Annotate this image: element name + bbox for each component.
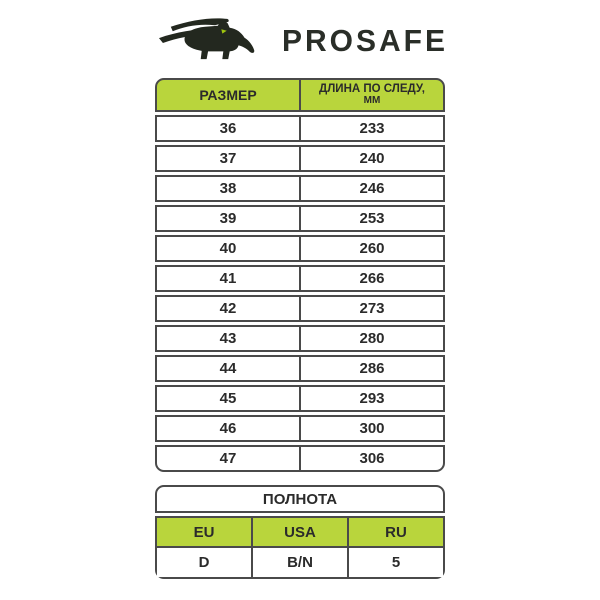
rhino-logo-icon (155, 15, 270, 69)
eu-column-header: EU (157, 518, 253, 546)
size-cell: 43 (157, 327, 301, 350)
brand-header (155, 14, 449, 70)
usa-column-header: USA (253, 518, 349, 546)
size-column-header: РАЗМЕР (157, 80, 301, 110)
size-cell: 39 (157, 207, 301, 230)
length-cell: 253 (359, 210, 385, 227)
table-row (155, 325, 445, 352)
width-table-header-row (157, 518, 443, 548)
table-row (155, 355, 445, 382)
ru-column-header: RU (385, 523, 407, 541)
length-column-header (301, 80, 443, 110)
size-cell: 40 (157, 237, 301, 260)
size-cell: 44 (157, 357, 301, 380)
table-row (155, 175, 445, 202)
width-table (155, 485, 445, 579)
size-cell: 47 (157, 447, 301, 470)
table-row (155, 415, 445, 442)
length-cell: 240 (359, 150, 385, 167)
width-table-body (155, 516, 445, 579)
length-cell: 306 (359, 450, 385, 467)
length-cell: 260 (359, 240, 385, 257)
length-cell: 246 (359, 180, 385, 197)
table-row (155, 205, 445, 232)
length-cell: 300 (359, 420, 385, 437)
length-cell: 293 (359, 390, 385, 407)
length-cell: 280 (359, 330, 385, 347)
size-table (155, 78, 445, 472)
table-row (155, 115, 445, 142)
length-cell: 286 (359, 360, 385, 377)
table-row (155, 445, 445, 472)
size-cell: 37 (157, 147, 301, 170)
table-row (155, 385, 445, 412)
table-row (155, 265, 445, 292)
length-cell: 233 (359, 120, 385, 137)
length-header-line2: ММ (363, 95, 381, 106)
size-cell: 41 (157, 267, 301, 290)
ru-value-cell: 5 (391, 554, 401, 571)
eu-value-cell: D (157, 548, 253, 577)
table-row (155, 295, 445, 322)
size-cell: 42 (157, 297, 301, 320)
length-header-line1: ДЛИНА ПО СЛЕДУ, (319, 83, 425, 95)
width-table-title: ПОЛНОТА (155, 485, 445, 513)
content-column (155, 0, 449, 579)
usa-value-cell: B/N (253, 548, 349, 577)
brand-name: PROSAFE (282, 24, 449, 59)
size-cell: 45 (157, 387, 301, 410)
size-cell: 38 (157, 177, 301, 200)
length-cell: 266 (359, 270, 385, 287)
size-table-header-row (155, 78, 445, 112)
width-table-value-row (157, 548, 443, 577)
table-row (155, 145, 445, 172)
table-row (155, 235, 445, 262)
length-cell: 273 (359, 300, 385, 317)
size-cell: 46 (157, 417, 301, 440)
size-cell: 36 (157, 117, 301, 140)
